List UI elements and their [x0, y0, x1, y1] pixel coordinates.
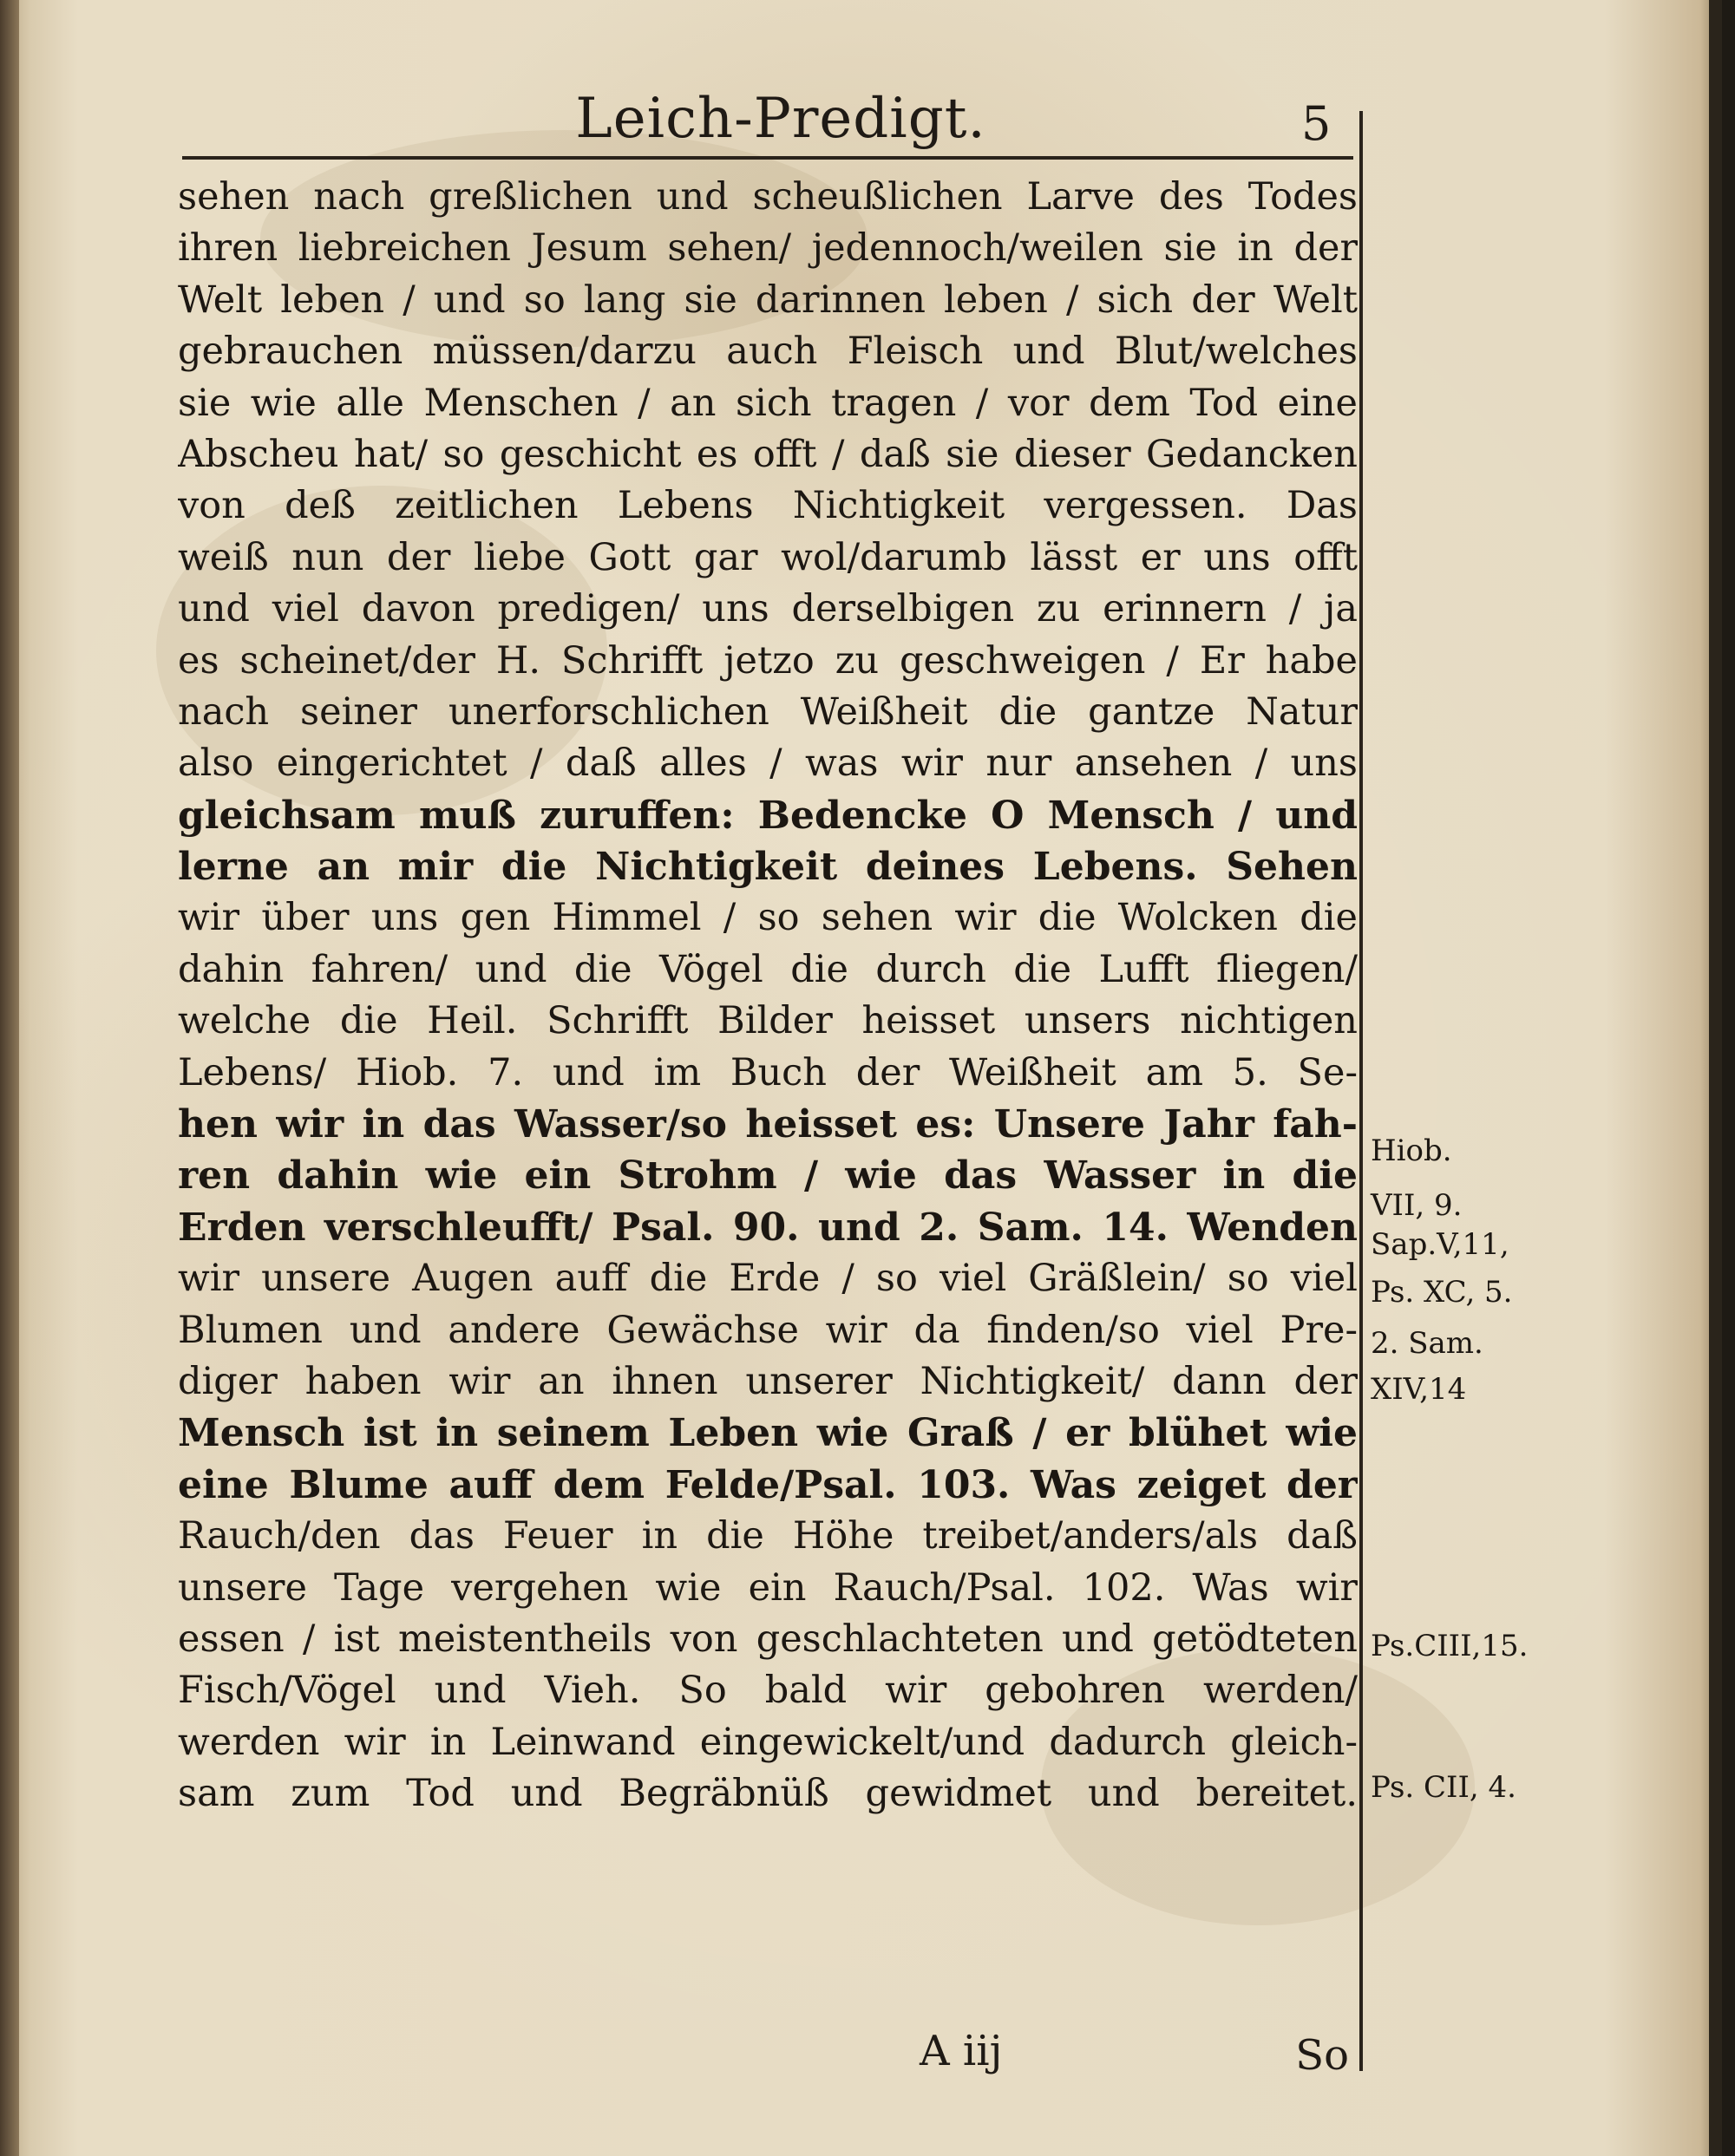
text-line: essen / ist meistentheils von geschlachteten und getödteten — [178, 1617, 1358, 1661]
text-line: sie wie alle Menschen / an sich tragen / vor dem Tod eine — [178, 381, 1358, 425]
text-line-emphasis: gleichsam muß zuruffen: Bedencke O Mensch / und — [178, 793, 1358, 838]
text-line: unsere Tage vergehen wie ein Rauch/Psal. 102. Was wir — [178, 1565, 1358, 1610]
catchword: So — [1295, 2031, 1349, 2080]
margin-rule — [1359, 111, 1363, 2071]
text-line: ihren liebreichen Jesum sehen/ jedennoch/weilen sie in der — [178, 226, 1358, 271]
running-head: Leich-Predigt. — [575, 87, 986, 151]
sermon-text-block — [178, 172, 1358, 2062]
text-line: wir unsere Augen auff die Erde / so viel Gräßlein/ so viel — [178, 1257, 1358, 1301]
margin-note: Sap.V,11, — [1371, 1227, 1509, 1262]
text-line: nach seiner unerforschlichen Weißheit die gantze Natur — [178, 689, 1358, 734]
text-line: von deß zeitlichen Lebens Nichtigkeit vergessen. Das — [178, 484, 1358, 528]
page-edge — [1709, 0, 1722, 2156]
margin-note: Ps. CII, 4. — [1371, 1770, 1516, 1805]
text-line-emphasis: Erden verschleufft/ Psal. 90. und 2. Sam. 14. Wenden — [178, 1205, 1358, 1250]
margin-note: Hiob. — [1371, 1134, 1452, 1168]
text-line: dahin fahren/ und die Vögel die durch die Lufft fliegen/ — [178, 947, 1358, 991]
text-line: Abscheu hat/ so geschicht es offt / daß sie dieser Gedancken — [178, 432, 1358, 476]
text-line-emphasis: Mensch ist in seinem Leben wie Graß / er blühet wie — [178, 1411, 1358, 1456]
text-line: wir über uns gen Himmel / so sehen wir die Wolcken die — [178, 896, 1358, 940]
header-rule — [182, 156, 1353, 160]
text-line: werden wir in Leinwand eingewickelt/und dadurch gleich- — [178, 1720, 1358, 1764]
text-line: sehen nach greßlichen und scheußlichen Larve des Todes — [178, 175, 1358, 219]
text-line-emphasis: hen wir in das Wasser/so heisset es: Unsere Jahr fah- — [178, 1102, 1358, 1147]
text-line-emphasis: lerne an mir die Nichtigkeit deines Lebens. Sehen — [178, 845, 1358, 890]
text-line: Fisch/Vögel und Vieh. So bald wir gebohren werden/ — [178, 1669, 1358, 1713]
text-line: welche die Heil. Schrifft Bilder heisset unsers nichtigen — [178, 999, 1358, 1043]
text-line-emphasis: eine Blume auff dem Felde/Psal. 103. Was zeiget der — [178, 1462, 1358, 1507]
text-line: sam zum Tod und Begräbnüß gewidmet und bereitet. — [178, 1772, 1358, 1816]
text-line: gebrauchen müssen/darzu auch Fleisch und Blut/welches — [178, 330, 1358, 374]
text-line: also eingerichtet / daß alles / was wir nur ansehen / uns — [178, 742, 1358, 786]
margin-note: XIV,14 — [1371, 1372, 1467, 1407]
margin-note: 2. Sam. — [1371, 1326, 1483, 1361]
page-number: 5 — [1301, 96, 1332, 151]
text-line: Rauch/den das Feuer in die Höhe treibet/anders/als daß — [178, 1514, 1358, 1558]
text-line: diger haben wir an ihnen unserer Nichtigkeit/ dann der — [178, 1359, 1358, 1403]
text-line: und viel davon predigen/ uns derselbigen zu erinnern / ja — [178, 587, 1358, 631]
margin-note: Ps.CIII,15. — [1371, 1629, 1529, 1663]
text-line: Welt leben / und so lang sie darinnen leben / sich der Welt — [178, 278, 1358, 322]
signature-mark: A iij — [920, 2027, 1003, 2075]
text-line-emphasis: ren dahin wie ein Strohm / wie das Wasser in die — [178, 1153, 1358, 1199]
page-gutter-shadow — [0, 0, 19, 2156]
text-line: weiß nun der liebe Gott gar wol/darumb lässt er uns offt — [178, 535, 1358, 579]
margin-note: Ps. XC, 5. — [1371, 1275, 1513, 1310]
text-line: es scheinet/der H. Schrifft jetzo zu geschweigen / Er habe — [178, 638, 1358, 683]
text-line: Lebens/ Hiob. 7. und im Buch der Weißheit am 5. Se- — [178, 1050, 1358, 1094]
margin-note: VII, 9. — [1371, 1188, 1463, 1223]
text-line: Blumen und andere Gewächse wir da finden/so viel Pre- — [178, 1308, 1358, 1352]
